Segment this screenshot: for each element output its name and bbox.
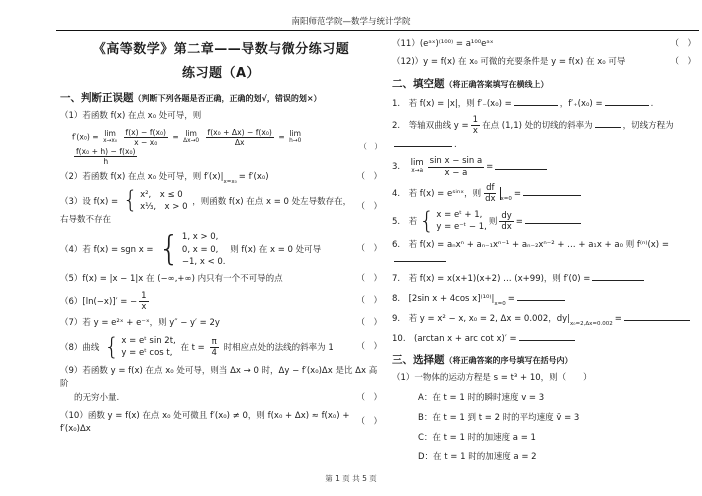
q8-pre: （8）曲线 — [60, 342, 100, 353]
case-line: y = eᵗ cos t, — [121, 348, 173, 359]
answer-paren: （ ） — [359, 142, 382, 152]
answer-paren: （ ） — [356, 202, 382, 213]
case-line: x⅓, x > 0 — [140, 202, 188, 213]
case-line: −1, x < 0. — [181, 256, 226, 267]
denominator: Δx — [234, 137, 245, 147]
denominator: dx — [485, 193, 496, 204]
cases-brace: { — [104, 332, 120, 361]
choice-q1-option-c: C：在 t = 1 时的加速度 a = 1 — [418, 432, 536, 443]
answer-blank — [519, 331, 575, 341]
cases-lines — [140, 189, 187, 214]
judge-q3-row — [60, 186, 382, 226]
fill-q8 — [392, 291, 696, 306]
denominator: x — [141, 302, 147, 313]
denominator: x − x₀ — [134, 137, 158, 147]
equals-sign: = — [172, 132, 179, 142]
denominator: h — [103, 157, 109, 167]
numerator: f(x₀ + h) − f(x₀) — [76, 146, 136, 156]
answer-blank — [595, 118, 621, 128]
evaluation-subscript: x=0 — [500, 195, 512, 202]
fill-q7-text: 7. 若 f(x) = x(x+1)(x+2) … (x+99)，则 f′(0) = — [392, 274, 591, 285]
answer-blank — [592, 271, 644, 281]
answer-blank — [514, 96, 558, 106]
school-name: 南阳师范学院—数学与统计学院 — [291, 17, 411, 27]
fraction — [124, 128, 168, 147]
judge-q6-row — [60, 291, 382, 312]
judge-q10-row — [60, 410, 382, 436]
evaluation-subscript: x=0 — [494, 301, 506, 307]
fill-q1-end: . — [650, 98, 654, 109]
evaluation-subscript: x=x₀ — [223, 179, 237, 186]
q4-pre: （4）若 f(x) = sgn x = — [60, 245, 154, 256]
numerator: sin x − sin a — [429, 156, 483, 167]
denominator: dx — [501, 221, 512, 232]
fill-q1 — [392, 96, 696, 111]
lim-subscript: h→0 — [289, 137, 302, 144]
q3-pre: （3）设 f(x) = — [60, 196, 119, 207]
fill-q6 — [392, 239, 696, 267]
judge-q10-text: （10）函数 y = f(x) 在点 x₀ 处可微且 f′(x₀) ≠ 0，则 f(x₀ + Δx) ≈ f(x₀) + f′(x₀)Δx — [60, 411, 350, 434]
judge-q1-formula — [60, 128, 359, 166]
numerator: dy — [501, 210, 512, 221]
section-choice-title: 三、选择题 — [392, 354, 445, 367]
cases-brace: { — [158, 229, 180, 270]
limit-expression — [289, 130, 301, 144]
answer-paren: （ ） — [356, 274, 382, 285]
fraction — [499, 211, 513, 232]
fill-q10 — [392, 331, 696, 346]
fraction — [210, 337, 219, 358]
section-judge-note: （判断下列各题是否正确，正确的划√，错误的划×） — [133, 94, 322, 103]
answer-paren: （ ） — [356, 417, 382, 428]
left-column — [60, 36, 382, 464]
judge-q7-row — [60, 317, 382, 330]
judge-q12-row — [392, 56, 696, 69]
section-fill-note: （将正确答案填写在横线上） — [444, 79, 549, 89]
judge-q2-row — [60, 171, 382, 184]
fraction — [428, 156, 485, 177]
section-choice-heading — [392, 352, 696, 367]
case-line: y = e⁻ᵗ − 1, — [436, 222, 487, 233]
fill-q3 — [392, 156, 696, 177]
lim-subscript: x→x₀ — [103, 137, 118, 144]
fill-q5 — [392, 206, 696, 235]
judge-q9-line1: （9）若函数 y = f(x) 在点 x₀ 处可导，则当 Δx → 0 时，Δy − f′(x₀)Δx 是比 Δx 高阶 — [60, 365, 378, 389]
fill-q2 — [392, 115, 696, 151]
judge-q5-text: （5）f(x) = |x − 1|x 在 (−∞,+∞) 内只有一个不可导的点 — [60, 274, 283, 285]
fraction — [483, 183, 497, 204]
denominator: 4 — [211, 347, 217, 358]
fill-q5-pre: 5. 若 — [392, 216, 418, 227]
page-footer — [0, 473, 702, 484]
limit-expression — [183, 130, 199, 144]
q2-tail: = f′(x₀) — [238, 172, 269, 183]
judge-q11-text: （11）(eᵃˣ)⁽¹⁰⁰⁾ = a¹⁰⁰eᵃˣ — [392, 39, 494, 49]
judge-q1-formula-row — [60, 128, 382, 166]
answer-blank — [394, 252, 446, 262]
judge-q11-row — [392, 38, 696, 51]
section-fill-heading — [392, 76, 696, 91]
case-line: x = eᵗ + 1, — [436, 210, 483, 221]
piecewise-cases — [158, 231, 225, 268]
judge-q12-text: （12)）y = f(x) 在 x₀ 可微的充要条件是 y = f(x) 在 x₀ 可导 — [392, 56, 626, 67]
answer-blank — [624, 311, 690, 321]
denominator: x — [472, 126, 478, 137]
case-line: x = eᵗ sin 2t, — [121, 336, 176, 347]
answer-paren: （ ） — [670, 56, 696, 67]
piecewise-cases — [122, 186, 188, 215]
fraction — [471, 115, 480, 136]
document-subtitle: 练习题（A） — [181, 65, 261, 81]
fraction — [206, 128, 274, 147]
answer-paren: （ ） — [356, 296, 382, 307]
choice-q1-option-b: B：在 t = 1 到 t = 2 时的平均速度 v̄ = 3 — [418, 412, 580, 423]
lim-word: lim — [185, 129, 197, 139]
numerator: 1 — [141, 291, 147, 301]
fill-q3-pre: 3. — [392, 162, 409, 173]
numerator: f(x) − f(x₀) — [125, 127, 166, 137]
lim-subscript: x→a — [411, 167, 424, 174]
numerator: f(x₀ + Δx) − f(x₀) — [207, 127, 272, 137]
fill-q9 — [392, 311, 696, 326]
equals-sign: = — [515, 216, 523, 227]
page-header — [0, 0, 702, 27]
numerator: π — [211, 336, 217, 347]
fill-q1-mid: ，f′₊(x₀) = — [559, 98, 603, 109]
two-column-layout — [0, 31, 702, 464]
q1-lhs: f′(x₀) = — [72, 132, 99, 142]
judge-q9-line2-row — [60, 392, 382, 405]
choice-q1-option-a: A：在 t = 1 时的瞬时速度 v = 3 — [418, 393, 545, 403]
judge-q8-row — [60, 332, 382, 361]
lim-word: lim — [289, 129, 302, 139]
judge-q9-line2: 的无穷小量. — [74, 393, 120, 404]
equals-sign: = — [614, 313, 622, 324]
fill-q2-end: . — [454, 139, 457, 150]
q3-post: ，则函数 f(x) 在点 x = 0 处左导数存在，右导数不存在 — [60, 196, 352, 225]
cases-lines — [436, 209, 486, 234]
case-line: 1, x > 0, — [181, 232, 219, 243]
page-number: 第 1 页 共 5 页 — [325, 474, 377, 483]
fill-q8-pre: 8. [2sin x + 4cos x]⁽¹⁰⁾| — [392, 294, 495, 304]
equals-sign: = — [486, 162, 494, 173]
equals-sign: = — [507, 294, 515, 304]
evaluation-subscript: x₀=2,Δx=0.002 — [570, 320, 613, 327]
fill-q4 — [392, 183, 696, 204]
cases-brace: { — [419, 206, 435, 235]
q6-pre: （6）[ln(−x)]′ = − — [60, 297, 138, 308]
fraction — [139, 291, 148, 312]
fill-q9-pre: 9. 若 y = x² − x, x₀ = 2, Δx = 0.002，dy| — [392, 313, 571, 324]
section-judge-title: 一、判断正误题 — [60, 92, 134, 104]
judge-q4-row — [60, 231, 382, 268]
case-line: x², x ≤ 0 — [140, 189, 183, 200]
section-choice-note: （将正确答案的序号填写在括号内） — [444, 356, 573, 366]
answer-blank — [605, 96, 649, 106]
answer-blank — [495, 160, 547, 170]
section-fill-title: 二、填空题 — [392, 77, 445, 90]
choice-q1-stem: （1）一物体的运动方程是 s = t³ + 10，则（ ） — [392, 373, 592, 384]
q2-body: （2）若函数 f(x) 在点 x₀ 处可导，则 f′(x)| — [60, 172, 224, 183]
fill-q2-mid: 在点 (1,1) 处的切线的斜率为 — [482, 121, 593, 132]
answer-blank — [394, 137, 452, 147]
lim-word: lim — [104, 129, 116, 139]
answer-paren: （ ） — [670, 39, 696, 49]
piecewise-cases — [104, 332, 176, 361]
judge-q4-text — [60, 231, 356, 268]
q4-post: 则 f(x) 在 x = 0 处可导 — [230, 245, 322, 256]
fill-q2-pre: 2. 等轴双曲线 y = — [392, 121, 469, 132]
lim-word: lim — [410, 158, 424, 169]
q8-post: 时相应点处的法线的斜率为 1 — [223, 342, 334, 353]
numerator: df — [486, 182, 495, 193]
fill-q2-mid2: ，切线方程为 — [622, 121, 674, 132]
judge-q3-text — [60, 186, 356, 226]
cases-brace: { — [122, 186, 139, 215]
piecewise-cases — [419, 206, 487, 235]
cases-lines — [182, 231, 226, 268]
answer-blank — [523, 186, 581, 196]
case-line: 0, x = 0, — [181, 244, 219, 255]
judge-q6-text — [60, 291, 356, 312]
limit-expression — [103, 130, 117, 144]
fill-q5-mid: 则 — [488, 216, 498, 227]
answer-paren: （ ） — [356, 172, 382, 183]
denominator: x − a — [444, 167, 468, 178]
judge-q7-text: （7）若 y = e²ˣ + e⁻ˣ，则 y″ − y′ = 2y — [60, 318, 220, 329]
answer-paren: （ ） — [356, 393, 382, 404]
judge-q1-text: （1）若函数 f(x) 在点 x₀ 处可导，则 — [60, 111, 202, 121]
fill-q7 — [392, 271, 696, 286]
section-judge-heading — [60, 90, 382, 105]
fill-q4-pre: 4. 若 f(x) = eˢⁱⁿˣ，则 — [392, 188, 482, 199]
cases-lines — [121, 335, 175, 360]
equals-sign: = — [278, 132, 285, 142]
lim-subscript: Δx→0 — [183, 137, 200, 144]
document-title: 《高等数学》第二章——导数与微分练习题 — [92, 42, 350, 57]
fill-q6-text: 6. 若 f(x) = aₙxⁿ + aₙ₋₁xⁿ⁻¹ + aₙ₋₂xⁿ⁻² + … + a₁x + a₀ 则 f⁽ⁿ⁾(x) = — [392, 239, 669, 250]
answer-paren: （ ） — [356, 318, 382, 329]
judge-q8-text — [60, 332, 356, 361]
q8-mid: 在 t = — [180, 342, 205, 353]
right-column — [392, 36, 696, 464]
answer-paren: （ ） — [356, 342, 382, 353]
answer-paren: （ ） — [356, 244, 382, 255]
numerator: 1 — [472, 115, 479, 126]
choice-q1-option-d: D：在 t = 1 时的加速度 a = 2 — [418, 452, 537, 463]
judge-q2-text — [60, 171, 356, 184]
equals-sign: = — [513, 188, 522, 199]
fill-q1-pre: 1. 若 f(x) = |x|，则 f′₋(x₀) = — [392, 98, 512, 109]
fill-q10-text: 10. (arctan x + arc cot x)′ = — [392, 333, 517, 344]
answer-blank — [525, 214, 581, 224]
limit-expression — [411, 159, 424, 174]
fraction — [74, 147, 137, 166]
judge-q5-row — [60, 273, 382, 286]
answer-blank — [517, 291, 565, 301]
